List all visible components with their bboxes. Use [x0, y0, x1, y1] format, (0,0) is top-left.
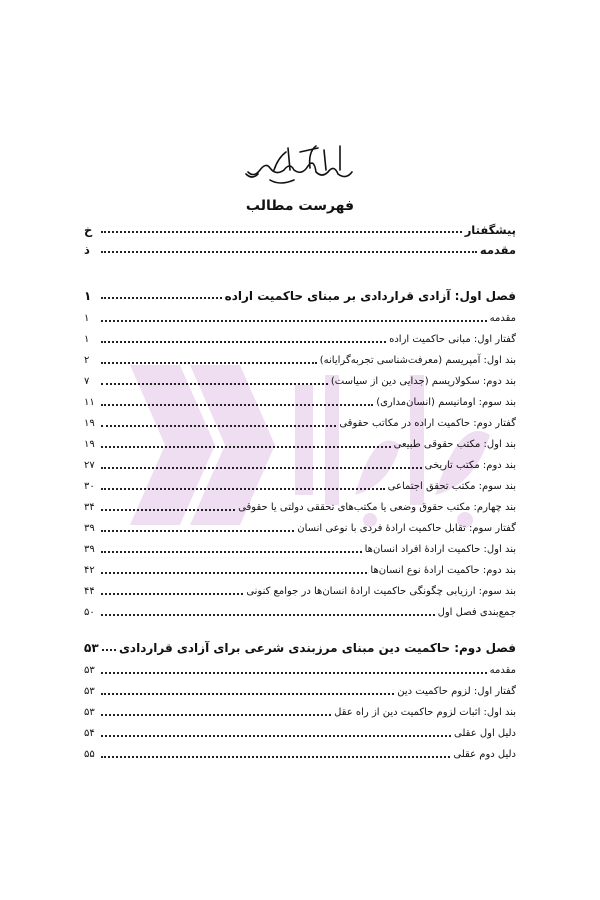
toc-row — [84, 220, 516, 240]
toc-entry-label: فصل دوم: حاکمیت دین مبنای مرزبندی شرعی برای آزادی قراردادی — [118, 641, 516, 655]
toc-page-number: ۵۰ — [84, 607, 95, 618]
toc-page-number: ۵۵ — [84, 749, 95, 760]
dot-leader — [101, 241, 477, 253]
toc-row — [84, 660, 516, 681]
toc-row — [84, 539, 516, 560]
toc-entry-label: گفتار دوم: حاکمیت اراده در مکاتب حقوقی — [339, 418, 516, 429]
toc-chapter-2 — [84, 636, 516, 765]
dot-leader — [101, 436, 391, 448]
toc-row — [84, 476, 516, 497]
dot-leader — [101, 478, 385, 490]
page-title: فهرست مطالب — [245, 198, 355, 214]
chapter-heading — [84, 284, 516, 308]
toc-chapter-1 — [84, 284, 516, 623]
toc-page-number: ۲۷ — [84, 460, 95, 471]
chapter-heading — [84, 636, 516, 660]
toc-entry-label: جمع‌بندی فصل اول — [437, 607, 516, 618]
toc-entry-label: مقدمه — [489, 313, 516, 324]
toc-row — [84, 329, 516, 350]
dot-leader — [101, 725, 451, 737]
toc-page-number: ۱ — [84, 313, 90, 324]
dot-leader — [101, 457, 422, 469]
toc-row — [84, 744, 516, 765]
dot-leader — [101, 746, 450, 758]
toc-page-number: ۵۳ — [84, 707, 95, 718]
toc-entry-label: بند سوم: اومانیسم (انسان‌مداری) — [376, 397, 516, 408]
dot-leader — [101, 662, 487, 674]
toc-row — [84, 681, 516, 702]
toc-page-number: ۳۰ — [84, 481, 95, 492]
toc-preliminary — [84, 220, 516, 260]
toc-row — [84, 392, 516, 413]
dot-leader — [101, 704, 331, 716]
toc-row — [84, 350, 516, 371]
toc-page-number: ۳۹ — [84, 523, 95, 534]
toc-entry-label: بند چهارم: مکتب حقوق وضعی یا مکتب‌های تحققی دولتی یا حقوقی — [238, 502, 516, 513]
toc-row — [84, 581, 516, 602]
toc-entry-label: پیشگفتار — [464, 223, 516, 237]
toc-entry-label: دلیل اول عقلی — [454, 728, 516, 739]
toc-row — [84, 497, 516, 518]
toc-page-number: ۵۴ — [84, 728, 95, 739]
dot-leader — [101, 415, 336, 427]
toc-page-number: ۱۹ — [84, 439, 95, 450]
toc-page-number: ذ — [84, 243, 90, 257]
dot-leader — [101, 394, 373, 406]
dot-leader — [101, 352, 317, 364]
dot-leader — [101, 287, 222, 299]
dot-leader — [101, 541, 362, 553]
toc-row — [84, 308, 516, 329]
dot-leader — [101, 583, 243, 595]
dot-leader — [101, 310, 487, 322]
toc-entry-label: بند دوم: حاکمیت ارادهٔ نوع انسان‌ها — [370, 565, 516, 576]
toc-row — [84, 240, 516, 260]
toc-page-number: خ — [84, 223, 93, 237]
toc-page-number: ۱۹ — [84, 418, 95, 429]
toc-entry-label: گفتار اول: لزوم حاکمیت دین — [397, 686, 516, 697]
toc-entry-label: گفتار سوم: تقابل حاکمیت ارادهٔ فردی با نوعی انسان — [297, 523, 516, 534]
toc-page-number: ۱ — [84, 289, 92, 303]
toc-page-number: ۲ — [84, 355, 90, 366]
toc-page-number: ۳۹ — [84, 544, 95, 555]
toc-entry-label: بند اول: اثبات لزوم حاکمیت دین از راه عقل — [334, 707, 516, 718]
toc-page-number: ۵۳ — [84, 665, 95, 676]
toc-row — [84, 455, 516, 476]
toc-entry-label: بند دوم: مکتب تاریخی — [424, 460, 516, 471]
toc-row — [84, 434, 516, 455]
toc-entry-label: بند سوم: ارزیابی چگونگی حاکمیت ارادهٔ انسان‌ها در جوامع کنونی — [246, 586, 516, 597]
toc-entry-label: مقدمه — [479, 243, 516, 257]
toc-row — [84, 413, 516, 434]
basmala-calligraphy — [240, 140, 360, 190]
dot-leader — [102, 639, 116, 651]
toc-entry-label: بند دوم: سکولاریسم (جدایی دین از سیاست) — [330, 376, 516, 387]
dot-leader — [101, 221, 462, 233]
toc-page-number: ۴۴ — [84, 586, 95, 597]
toc-row — [84, 702, 516, 723]
toc-page-number: ۳۴ — [84, 502, 95, 513]
toc-row — [84, 602, 516, 623]
toc-entry-label: گفتار اول: مبانی حاکمیت اراده — [389, 334, 516, 345]
toc-row — [84, 723, 516, 744]
toc-row — [84, 518, 516, 539]
toc-entry-label: مقدمه — [489, 665, 516, 676]
toc-entry-label: بند اول: آمپریسم (معرفت‌شناسی تجربه‌گرایانه) — [319, 355, 516, 366]
toc-page-number: ۵۳ — [84, 641, 99, 655]
toc-page-number: ۷ — [84, 376, 90, 387]
toc-page-number: ۵۳ — [84, 686, 95, 697]
toc-entry-label: فصل اول: آزادی قراردادی بر مبنای حاکمیت اراده — [224, 289, 516, 303]
dot-leader — [101, 683, 394, 695]
dot-leader — [101, 373, 328, 385]
toc-page-number: ۱ — [84, 334, 90, 345]
dot-leader — [101, 604, 435, 616]
toc-entry-label: بند سوم: مکتب تحقق اجتماعی — [387, 481, 516, 492]
dot-leader — [101, 499, 235, 511]
toc-row — [84, 371, 516, 392]
toc-page-number: ۱۱ — [84, 397, 95, 408]
toc-entry-label: بند اول: مکتب حقوقی طبیعی — [393, 439, 516, 450]
toc-entry-label: دلیل دوم عقلی — [453, 749, 516, 760]
toc-page-number: ۴۲ — [84, 565, 95, 576]
dot-leader — [101, 331, 386, 343]
toc-entry-label: بند اول: حاکمیت ارادهٔ افراد انسان‌ها — [364, 544, 516, 555]
toc-row — [84, 560, 516, 581]
dot-leader — [101, 520, 294, 532]
dot-leader — [101, 562, 367, 574]
